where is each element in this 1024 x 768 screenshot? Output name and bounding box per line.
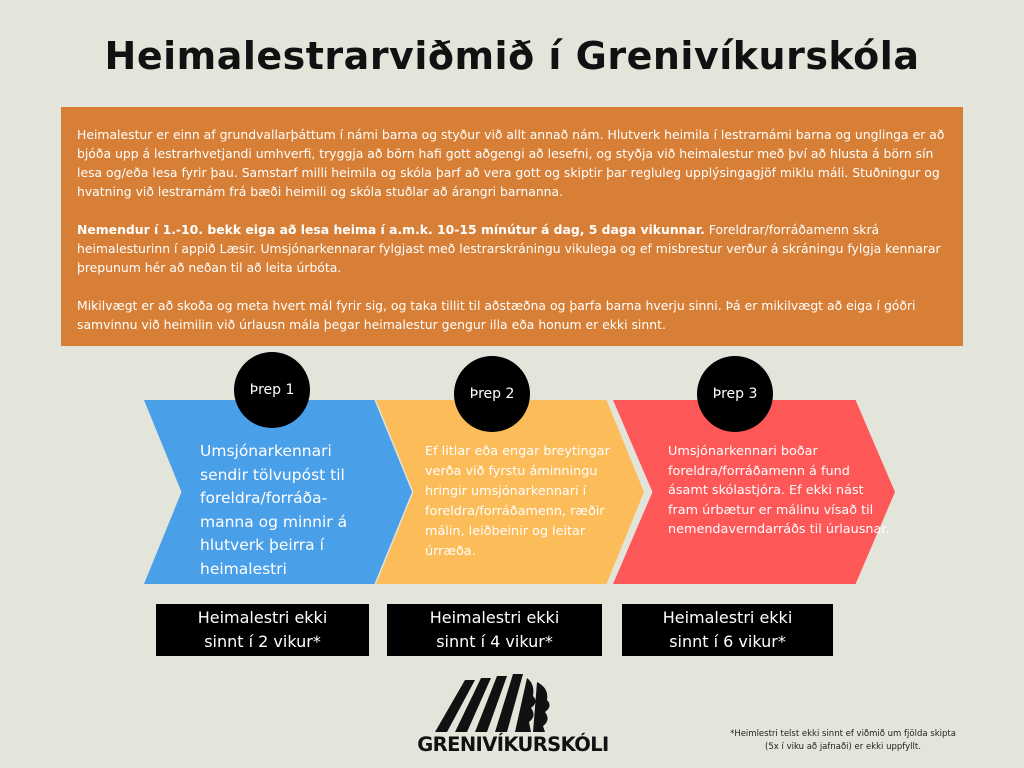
step-2-duration-line2: sinnt í 4 vikur* [436, 632, 553, 651]
step-1-badge: Þrep 1 [234, 352, 310, 428]
step-1-text: Umsjónarkennari sendir tölvupóst til foreldra/forráða-manna og minnir á hlutverk þeirra í heimalestri [200, 442, 348, 578]
step-1-duration-line1: Heimalestri ekki [197, 608, 328, 627]
step-2-text: Ef litlar eða engar breytingar verða við fyrstu áminningu hringir umsjónarkennari í foreldra/forráðamenn, ræðir málin, leiðbeinir og leitar úrræða. [425, 444, 610, 559]
step-2-duration [387, 604, 602, 656]
step-1-duration [156, 604, 369, 656]
page-title: Heimalestrarviðmið í Grenivíkurskóla [104, 34, 920, 78]
intro-paragraph-1: Heimalestur er einn af grundvallarþáttum í námi barna og styður við allt annað nám. Hlutverk heimila í lestrarnámi barna og unglinga er að bjóða upp á lestrarhvetjandi umhverfi, tryggja að börn hafi gott aðgengi að lesefni, og styðja við heimalestur með því að hlusta á börn sín lesa og/eða lesa fyrir þau. Samstarf milli heimila og skóla þarf að vera gott og skiptir þar regluleg upplýsingagjöf miklu máli. Stuðningur og hvatning við lestrarnám frá bæði heimili og skóla stuðlar að árangri barnanna. [77, 127, 945, 199]
step-2-duration-line1: Heimalestri ekki [429, 608, 560, 627]
intro-paragraph-3: Mikilvægt er að skoða og meta hvert mál fyrir sig, og taka tillit til aðstæðna og þarfa barna hverju sinni. Þá er mikilvægt að eiga í góðri samvinnu við heimilin við úrlausn mála þegar heimalestur gengur illa eða honum er ekki sinnt. [77, 298, 916, 332]
footnote: *Heimlestri telst ekki sinnt ef viðmið um fjölda skipta (5x í viku að jafnaði) er ekki uppfyllt. [730, 729, 956, 752]
step-3-duration [622, 604, 833, 656]
step-1-duration-line2: sinnt í 2 vikur* [204, 632, 321, 651]
intro-paragraph-2-rest: Foreldrar/forráðamenn skrá heimalesturinn í appið Læsir. Umsjónarkennarar fylgjast með lestrarskráningu vikulega og ef misbrestur verður á skráningu fylgja kennarar þrepunum hér að neðan til að leita úrbóta. [77, 222, 941, 275]
intro-paragraph-2 [77, 220, 949, 277]
intro-paragraph-2-bold: Nemendur í 1.-10. bekk eiga að lesa heima í a.m.k. 10-15 mínútur á dag, 5 daga vikunnar. [77, 222, 705, 237]
intro-box [61, 107, 963, 346]
step-3-duration-line1: Heimalestri ekki [662, 608, 793, 627]
step-3-text: Umsjónarkennari boðar foreldra/forráðamenn á fund ásamt skólastjóra. Ef ekki nást fram úrbætur er málinu vísað til nemendaverndarráðs til úrlausnar. [668, 444, 890, 537]
step-2-badge: Þrep 2 [454, 356, 530, 432]
school-logo-text: GRENIVÍKURSKÓLI [417, 733, 609, 756]
step-3-badge: Þrep 3 [697, 356, 773, 432]
step-3-duration-line2: sinnt í 6 vikur* [669, 632, 786, 651]
